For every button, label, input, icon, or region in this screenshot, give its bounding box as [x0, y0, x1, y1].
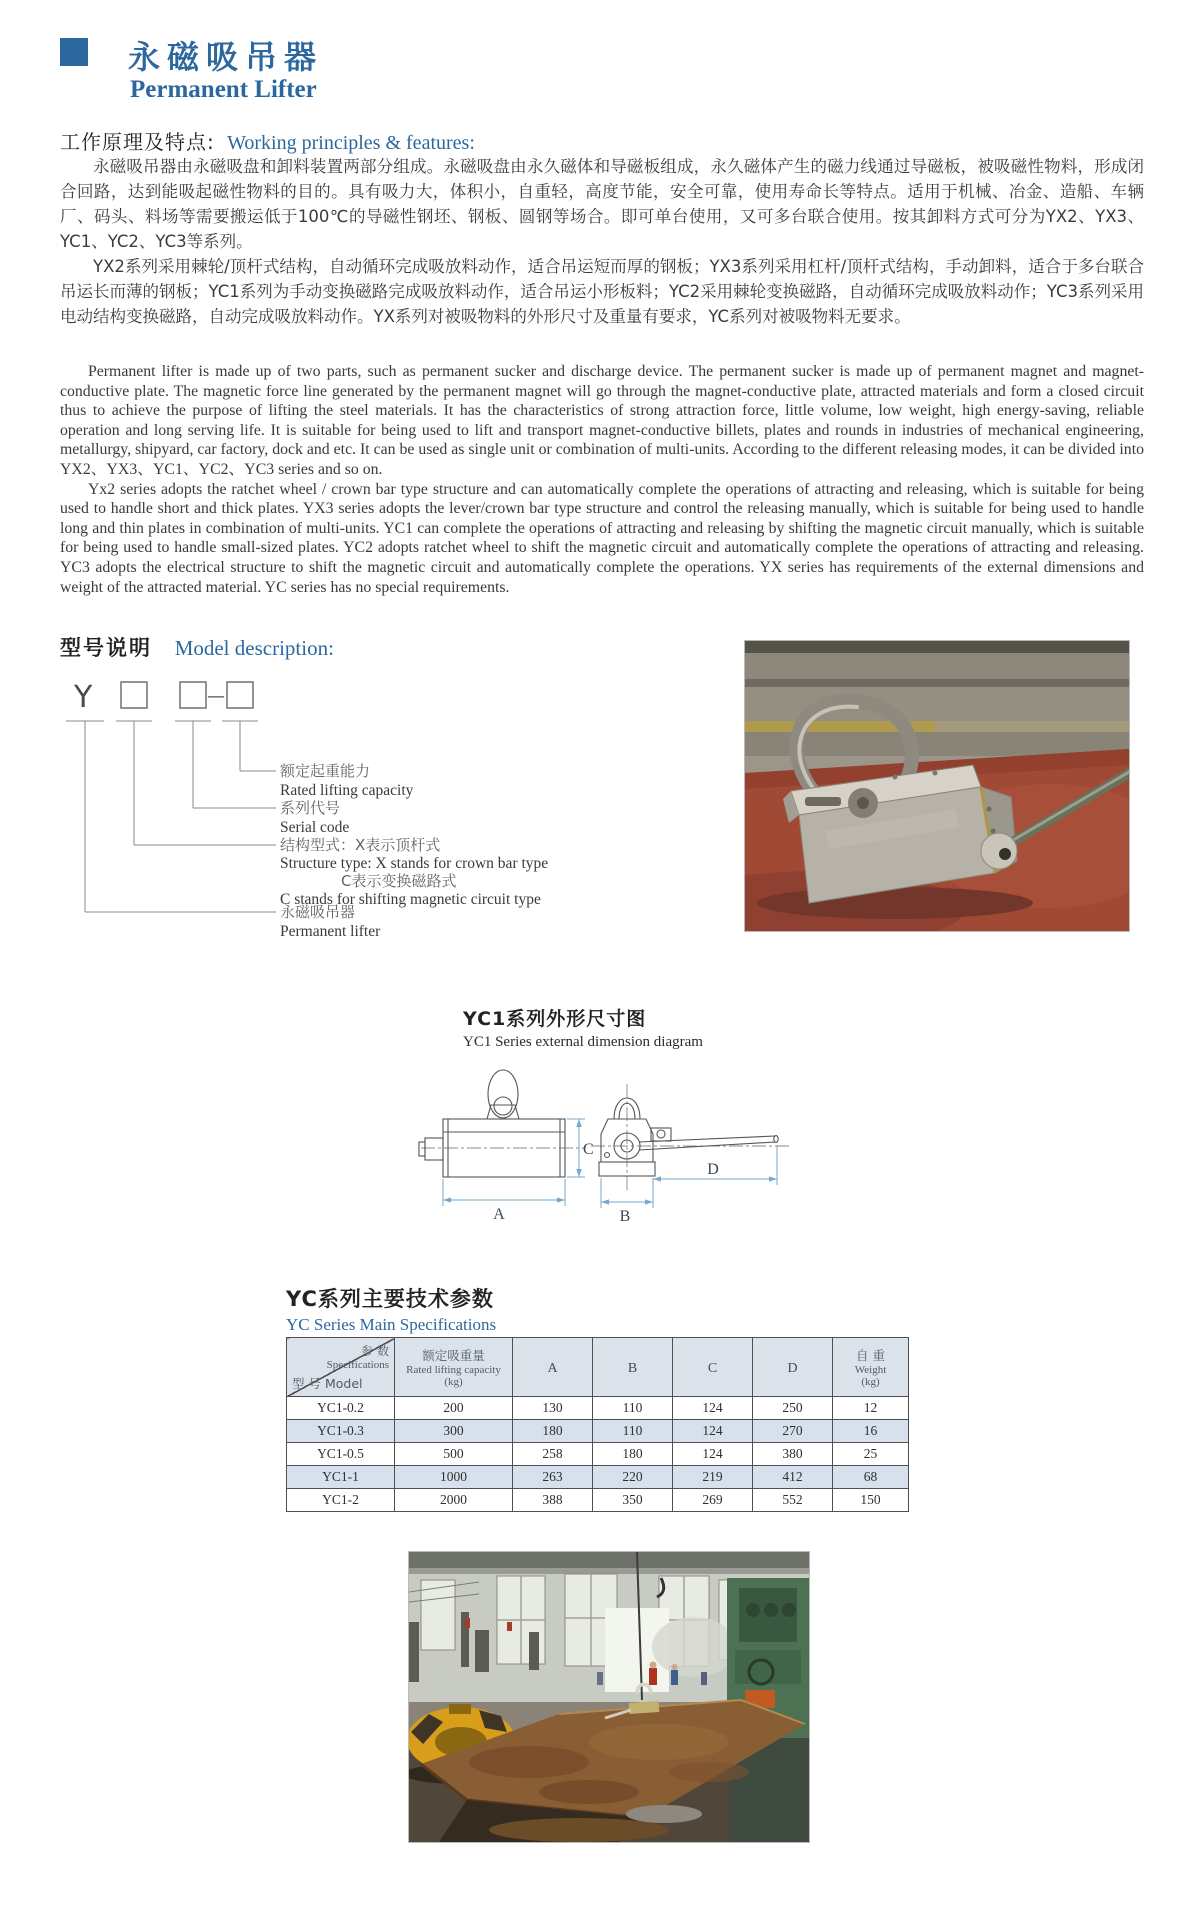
dim-label-a: A [493, 1206, 505, 1223]
cell-b: 110 [593, 1420, 673, 1443]
model-code-diagram [58, 668, 658, 958]
working-principles-heading [60, 126, 475, 155]
english-paragraph-1: Permanent lifter is made up of two parts, such as permanent sucker and discharge device. The permanent sucker is made up of permanent magnet and magnet-conductive plate. The magnetic force line generated by the permanent magnet will go through the magnet-conductive plate, attracted materials and form a closed circuit thus to achieve the purpose of lifting the steel materials. It has the characteristics of strong attraction force, little volume, low weight, high energy-saving, reliable operation and long serving life. It is suitable for being used to lift and transport magnet-conductive billets, plates and rounds in industries of mechanical engineering, metallurgy, shipyard, car factory, dock and etc. It can be used as single unit or combination of multi-units. According to the different releasing modes, it can be divided into YX2、YX3、YC1、YC2、YC3 series and so on. [60, 363, 1144, 478]
cell-d: 552 [753, 1489, 833, 1512]
cell-model: YC1-0.2 [287, 1397, 395, 1420]
cell-weight: 16 [833, 1420, 909, 1443]
cell-b: 110 [593, 1397, 673, 1420]
dimension-heading-cn: YC1系列外形尺寸图 [463, 1008, 647, 1030]
col-header-c: C [673, 1338, 753, 1397]
cell-c: 124 [673, 1397, 753, 1420]
section-marker-icon [60, 38, 88, 66]
table-row [287, 1466, 909, 1489]
cell-model: YC1-0.3 [287, 1420, 395, 1443]
chinese-paragraph-1: 永磁吸吊器由永磁吸盘和卸料装置两部分组成。永磁吸盘由永久磁体和导磁板组成，永久磁体产生的磁力线通过导磁板，被吸磁性物料，形成闭合回路，达到能吸起磁性物料的目的。具有吸力大，体积小，自重轻，高度节能，安全可靠，使用寿命长等特点。适用于机械、冶金、造船、车辆厂、码头、料场等需要搬运低于100℃的导磁性钢坯、钢板、圆钢等场合。即可单台使用，又可多台联合使用。按其卸料方式可分为YX2、YX3、YC1、YC2、YC3等系列。 [60, 157, 1144, 251]
dim-label-c: C [583, 1141, 594, 1158]
table-row [287, 1397, 909, 1420]
cell-d: 412 [753, 1466, 833, 1489]
label-structure-type2-cn: C表示变换磁路式 [341, 872, 457, 890]
col-header-weight [833, 1338, 909, 1397]
col-header-d: D [753, 1338, 833, 1397]
model-heading-cn: 型号说明 [60, 636, 152, 660]
cell-c: 124 [673, 1443, 753, 1466]
cell-capacity: 200 [395, 1397, 513, 1420]
english-description [60, 362, 1144, 597]
spec-table-heading [286, 1283, 496, 1335]
cell-capacity: 2000 [395, 1489, 513, 1512]
working-heading-cn: 工作原理及特点: [60, 130, 215, 154]
capacity-header-cn: 额定吸重量 [422, 1348, 485, 1363]
label-serial-code-en: Serial code [280, 819, 350, 836]
label-structure-type-en: Structure type: X stands for crown bar type [280, 855, 549, 872]
spec-corner-cell [287, 1338, 395, 1397]
product-photo-art [745, 641, 1129, 931]
cell-d: 270 [753, 1420, 833, 1443]
label-permanent-lifter-en: Permanent lifter [280, 923, 381, 940]
capacity-header-en: Rated lifting capacity [406, 1364, 501, 1376]
chinese-description [60, 154, 1144, 329]
cell-model: YC1-2 [287, 1489, 395, 1512]
model-code-box-capacity [227, 682, 253, 708]
corner-param-cn: 参 数 [361, 1344, 389, 1358]
cell-a: 258 [513, 1443, 593, 1466]
cell-a: 180 [513, 1420, 593, 1443]
cell-a: 263 [513, 1466, 593, 1489]
cell-capacity: 1000 [395, 1466, 513, 1489]
model-description-heading [60, 632, 334, 662]
weight-header-unit: (kg) [861, 1376, 880, 1388]
cell-a: 130 [513, 1397, 593, 1420]
model-code-box-serial [180, 682, 206, 708]
spec-table-header-row [287, 1338, 909, 1397]
cell-c: 219 [673, 1466, 753, 1489]
col-header-b: B [593, 1338, 673, 1397]
cell-b: 220 [593, 1466, 673, 1489]
label-structure-type2-en: C stands for shifting magnetic circuit type [280, 891, 541, 908]
cell-model: YC1-0.5 [287, 1443, 395, 1466]
col-header-a: A [513, 1338, 593, 1397]
application-photo-art [409, 1552, 809, 1842]
label-permanent-lifter-cn: 永磁吸吊器 [280, 903, 356, 921]
cell-c: 269 [673, 1489, 753, 1512]
col-header-capacity [395, 1338, 513, 1397]
dimension-drawings [415, 1058, 795, 1258]
label-rated-capacity-cn: 额定起重能力 [280, 762, 371, 780]
cell-weight: 150 [833, 1489, 909, 1512]
page-title-cn: 永磁吸吊器 [128, 38, 324, 76]
page-title-en: Permanent Lifter [130, 76, 317, 103]
chinese-paragraph-2: YX2系列采用棘轮/顶杆式结构，自动循环完成吸放料动作，适合吊运短而厚的钢板；YX3系列采用杠杆/顶杆式结构，手动卸料，适合于多台联合吊运长而薄的钢板；YC1系列为手动变换磁路完成吸放料动作，适合吊运小形板料；YC2采用棘轮变换磁路，自动循环完成吸放料动作；YC3系列采用电动结构变换磁路，自动完成吸放料动作。YX系列对被吸物料的外形尺寸及重量有要求，YC系列对被吸物料无要求。 [60, 257, 1144, 326]
table-row [287, 1443, 909, 1466]
dimension-diagram-heading [463, 1004, 703, 1051]
cell-weight: 25 [833, 1443, 909, 1466]
working-heading-en: Working principles & features: [227, 132, 475, 154]
cell-model: YC1-1 [287, 1466, 395, 1489]
table-row [287, 1420, 909, 1443]
spec-heading-en: YC Series Main Specifications [286, 1315, 497, 1334]
label-serial-code-cn: 系列代号 [280, 799, 341, 817]
weight-header-cn: 自 重 [856, 1348, 885, 1363]
cell-b: 350 [593, 1489, 673, 1512]
model-code-box-structure [121, 682, 147, 708]
model-code-separator: — [207, 686, 225, 707]
corner-param-en: Specifications [326, 1359, 389, 1371]
model-code-prefix: Y [74, 680, 93, 715]
dimension-heading-en: YC1 Series external dimension diagram [463, 1034, 703, 1050]
cell-weight: 12 [833, 1397, 909, 1420]
label-structure-type-cn: 结构型式：X表示顶杆式 [280, 836, 441, 854]
cell-capacity: 300 [395, 1420, 513, 1443]
product-photo [744, 640, 1130, 932]
spec-heading-cn: YC系列主要技术参数 [286, 1287, 494, 1311]
corner-model-label: 型 号 Model [292, 1376, 363, 1391]
application-photo [408, 1551, 810, 1843]
capacity-header-unit: (kg) [444, 1376, 463, 1388]
label-rated-capacity-en: Rated lifting capacity [280, 782, 414, 799]
dim-label-b: B [619, 1208, 631, 1225]
spec-table [286, 1337, 909, 1512]
english-paragraph-2: Yx2 series adopts the ratchet wheel / crown bar type structure and can automatically complete the operations of attracting and releasing, which is suitable for being used to handle short and thick plates. YX3 series adopts the lever/crown bar type structure and control the releasing manually, which is suitable for being used to handle long and thin plates in combination of multi-units. YC1 can complete the operations of attracting and releasing by shifting the magnetic circuit manually, which is suitable for being used to handle small-sized plates. YC2 adopts ratchet wheel to shift the magnetic circuit and automatically complete the operations of attracting and releasing. YC3 adopts the electrical structure to shift the magnetic circuit and automatically complete the operations. YX series has requirements of the external dimensions and weight of the attracted material. YC series has no special requirements. [60, 480, 1144, 596]
cell-d: 380 [753, 1443, 833, 1466]
cell-d: 250 [753, 1397, 833, 1420]
table-row [287, 1489, 909, 1512]
model-heading-en: Model description: [174, 636, 334, 660]
cell-capacity: 500 [395, 1443, 513, 1466]
weight-header-en: Weight [854, 1364, 887, 1376]
dim-label-d: D [707, 1161, 719, 1178]
cell-a: 388 [513, 1489, 593, 1512]
cell-c: 124 [673, 1420, 753, 1443]
cell-b: 180 [593, 1443, 673, 1466]
cell-weight: 68 [833, 1466, 909, 1489]
